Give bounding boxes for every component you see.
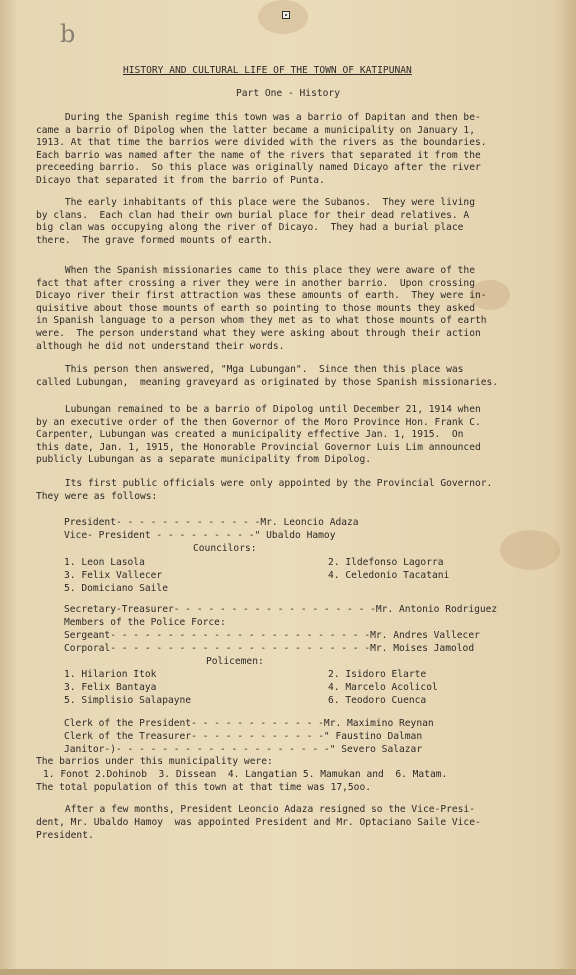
closing-line: dent, Mr. Ubaldo Hamoy was appointed President and Mr. Optaciano Saile Vice-: [36, 817, 481, 828]
paragraph-line: Dicayo that separated it from the barrio of Punta.: [36, 175, 325, 186]
paragraph-line: Lubungan remained to be a barrio of Dipolog until December 21, 1914 when: [36, 404, 481, 415]
councilor-item: 4. Celedonio Tacatani: [328, 570, 450, 581]
policemen-heading: Policemen:: [206, 656, 264, 667]
policeman-item: 2. Isidoro Elarte: [328, 669, 427, 680]
paragraph-line: called Lubungan, meaning graveyard as originated by those Spanish missionaries.: [36, 376, 499, 388]
paragraph-line: publicly Lubungan as a separate municipality from Dipolog.: [36, 454, 372, 466]
councilor-item: 5. Domiciano Saile: [64, 583, 168, 594]
paragraph-line: by an executive order of the then Governor of the Moro Province Hon. Frank C.: [36, 416, 481, 428]
paragraph-line: although he did not understand their words.: [36, 340, 285, 352]
barrios-list: 1. Fonot 2.Dohinob 3. Dissean 4. Langatian 5. Mamukan and 6. Matam.: [43, 769, 448, 780]
paragraph-line: The early inhabitants of this place were the Subanos. They were living: [36, 197, 475, 208]
page-bottom-edge: [0, 969, 576, 975]
official-clerk-treasurer: Clerk of the Treasurer- - - - - - - - - - - -" Faustino Dalman: [64, 731, 423, 742]
official-vice-president: Vice- President - - - - - - - - -" Ubaldo Hamoy: [64, 530, 336, 541]
police-heading: Members of the Police Force:: [64, 617, 226, 628]
councilor-item: 1. Leon Lasola: [64, 557, 145, 568]
paragraph-line: When the Spanish missionaries came to this place they were aware of the: [36, 265, 475, 276]
paragraph-line: there. The grave formed mounts of earth.: [36, 234, 273, 246]
paragraph-line: were. The person understand what they were asking about through their action: [36, 328, 481, 339]
part-heading: Part One - History: [236, 88, 340, 99]
paper-stain: [500, 530, 560, 570]
policeman-item: 6. Teodoro Cuenca: [328, 695, 427, 706]
page-title: HISTORY AND CULTURAL LIFE OF THE TOWN OF KATIPUNAN: [123, 65, 412, 76]
councilors-heading: Councilors:: [193, 543, 257, 554]
councilor-item: 2. Ildefonso Lagorra: [328, 557, 444, 568]
margin-mark: b: [60, 20, 76, 48]
paragraph-line: quisitive about those mounts of earth so pointing to those mounts they asked: [36, 302, 475, 314]
paragraph-line: in Spanish language to a person whom they met as to what those mounts of earth: [36, 315, 487, 327]
closing-line: President.: [36, 830, 94, 841]
policeman-item: 3. Felix Bantaya: [64, 682, 157, 693]
paragraph-line: Each barrio was named after the name of the rivers that separated it from the: [36, 149, 481, 161]
closing-line: After a few months, President Leoncio Adaza resigned so the Vice-Presi-: [36, 804, 475, 815]
official-sergeant: Sergeant- - - - - - - - - - - - - - - - - - - - - - -Mr. Andres Vallecer: [64, 630, 480, 641]
population-line: The total population of this town at that time was 17,5oo.: [36, 782, 372, 793]
official-president: President- - - - - - - - - - - - -Mr. Leoncio Adaza: [64, 517, 359, 528]
paragraph-line: this date, Jan. 1, 1915, the Honorable Provincial Governor Luis Lim announced: [36, 441, 481, 453]
paragraph-line: Its first public officials were only appointed by the Provincial Governor.: [36, 478, 493, 489]
paragraph-line: preceeding barrio. So this place was originally named Dicayo after the river: [36, 162, 481, 174]
paragraph-line: Carpenter, Lubungan was created a municipality effective Jan. 1, 1915. On: [36, 429, 464, 441]
policeman-item: 5. Simplisio Salapayne: [64, 695, 192, 706]
paragraph-line: During the Spanish regime this town was a barrio of Dapitan and then be-: [36, 112, 481, 123]
official-janitor: Janitor-)- - - - - - - - - - - - - - - - - - -" Severo Salazar: [64, 744, 423, 755]
paragraph-line: fact that after crossing a river they were in another barrio. Upon crossing: [36, 277, 475, 289]
councilor-item: 3. Felix Vallecer: [64, 570, 163, 581]
paragraph-line: came a barrio of Dipolog when the latter became a municipality on January 1,: [36, 124, 475, 136]
policeman-item: 1. Hilarion Itok: [64, 669, 157, 680]
official-secretary: Secretary-Treasurer- - - - - - - - - - - - - - - - - -Mr. Antonio Rodriguez: [64, 604, 498, 615]
barrios-heading: The barrios under this municipality were:: [36, 756, 273, 767]
paragraph-line: by clans. Each clan had their own burial place for their dead relatives. A: [36, 209, 470, 221]
paragraph-line: 1913. At that time the barrios were divided with the rivers as the boundaries.: [36, 137, 487, 149]
paragraph-line: Dicayo river their first attraction was these amounts of earth. They were in-: [36, 290, 487, 302]
official-corporal: Corporal- - - - - - - - - - - - - - - - - - - - - - -Mr. Moises Jamolod: [64, 643, 475, 654]
paragraph-line: This person then answered, "Mga Lubungan". Since then this place was: [36, 364, 464, 375]
paragraph-line: They were as follows:: [36, 490, 158, 502]
official-clerk-president: Clerk of the President- - - - - - - - - - - -Mr. Maximino Reynan: [64, 718, 434, 729]
page-number-box: [282, 11, 290, 19]
policeman-item: 4. Marcelo Acolicol: [328, 682, 438, 693]
paragraph-line: big clan was occupying along the river of Dicayo. They had a burial place: [36, 222, 464, 234]
